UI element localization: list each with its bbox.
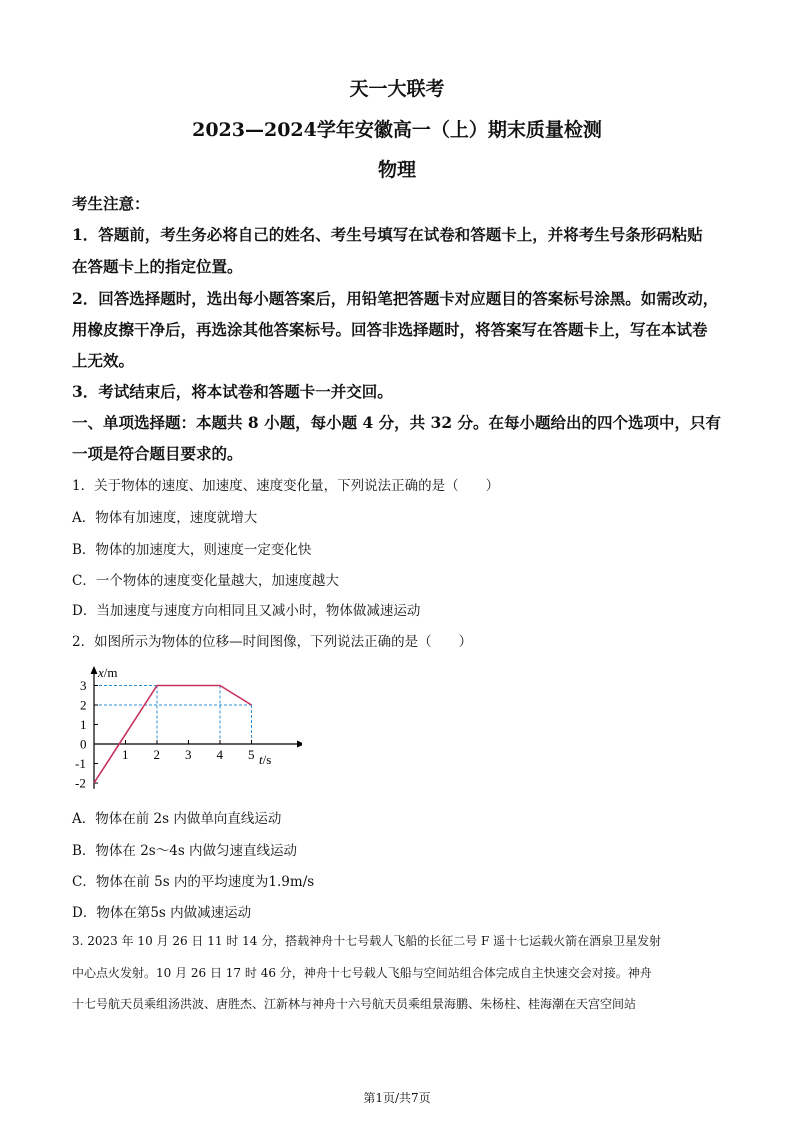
q2-option-c: C．物体在前 5s 内的平均速度为1.9m/s: [72, 874, 315, 890]
x-tick-label: 4: [216, 747, 223, 762]
x-axis-arrow: [297, 741, 302, 748]
y-axis-arrow: [91, 666, 98, 674]
q2-stem: 2．如图所示为物体的位移—时间图像，下列说法正确的是（ ）: [72, 634, 473, 650]
y-tick-label: -1: [75, 756, 86, 771]
q3-line-2: 中心点火发射。10 月 26 日 17 时 46 分，神舟十七号载人飞船与空间站组合体完成自主快速交会对接。神舟: [72, 966, 652, 980]
y-tick-label: 3: [80, 678, 87, 693]
q3-line-1: 3. 2023 年 10 月 26 日 11 时 14 分，搭载神舟十七号载人飞船的长征二号 F 遥十七运载火箭在酒泉卫星发射: [72, 934, 662, 948]
q1-option-d: D．当加速度与速度方向相同且又减小时，物体做减速运动: [72, 603, 421, 619]
q2-option-d: D．物体在第5s 内做减速运动: [72, 905, 252, 921]
exam-org: 天一大联考: [349, 78, 445, 100]
xt-graph: [72, 656, 302, 802]
q1-stem: 1．关于物体的速度、加速度、速度变化量，下列说法正确的是（ ）: [72, 478, 500, 494]
exam-title: 2023—2024学年安徽高一（上）期末质量检测: [192, 119, 602, 141]
notice-item-2-line-1: 2．回答选择题时，选出每小题答案后，用铅笔把答题卡对应题目的答案标号涂黑。如需改动，: [72, 289, 719, 308]
y-tick-label: -2: [75, 775, 86, 791]
page-number: 第1页/共7页: [363, 1091, 431, 1105]
notice-item-2-line-2: 用橡皮擦干净后，再选涂其他答案标号。回答非选择题时，将答案写在答题卡上，写在本试卷: [72, 320, 708, 339]
q1-option-c: C．一个物体的速度变化量越大，加速度越大: [72, 573, 339, 589]
notice-item-1-line-1: 1．答题前，考生务必将自己的姓名、考生号填写在试卷和答题卡上，并将考生号条形码粘贴: [72, 225, 703, 244]
y-tick-label: 1: [80, 717, 87, 732]
section-1-heading-line-2: 一项是符合题目要求的。: [72, 444, 243, 463]
x-tick-label: 1: [122, 747, 129, 762]
q2-option-a: A．物体在前 2s 内做单向直线运动: [72, 811, 282, 827]
q2-option-b: B．物体在 2s～4s 内做匀速直线运动: [72, 843, 298, 859]
section-1-heading-line-1: 一、单项选择题：本题共 8 小题，每小题 4 分，共 32 分。在每小题给出的四个选项中，只有: [72, 413, 722, 432]
subject-title: 物理: [377, 159, 416, 181]
y-tick-label: 0: [80, 736, 87, 752]
x-tick-label: 5: [248, 747, 255, 762]
q3-line-3: 十七号航天员乘组汤洪波、唐胜杰、江新林与神舟十六号航天员乘组景海鹏、朱杨柱、桂海潮在天宫空间站: [72, 997, 637, 1011]
xt-series-line: [94, 686, 252, 784]
notice-item-2-line-3: 上无效。: [72, 351, 135, 370]
x-tick-label: 2: [153, 747, 160, 762]
notice-item-3: 3．考试结束后，将本试卷和答题卡一并交回。: [72, 382, 393, 401]
q1-option-b: B．物体的加速度大，则速度一定变化快: [72, 542, 312, 558]
q1-option-a: A．物体有加速度，速度就增大: [72, 510, 258, 526]
y-tick-label: 2: [80, 697, 87, 713]
x-axis-label: t/s: [259, 752, 272, 767]
notice-item-1-line-2: 在答题卡上的指定位置。: [72, 257, 243, 276]
notice-heading: 考生注意：: [72, 194, 150, 213]
y-axis-label: x/m: [98, 665, 118, 680]
x-tick-label: 3: [185, 747, 192, 762]
